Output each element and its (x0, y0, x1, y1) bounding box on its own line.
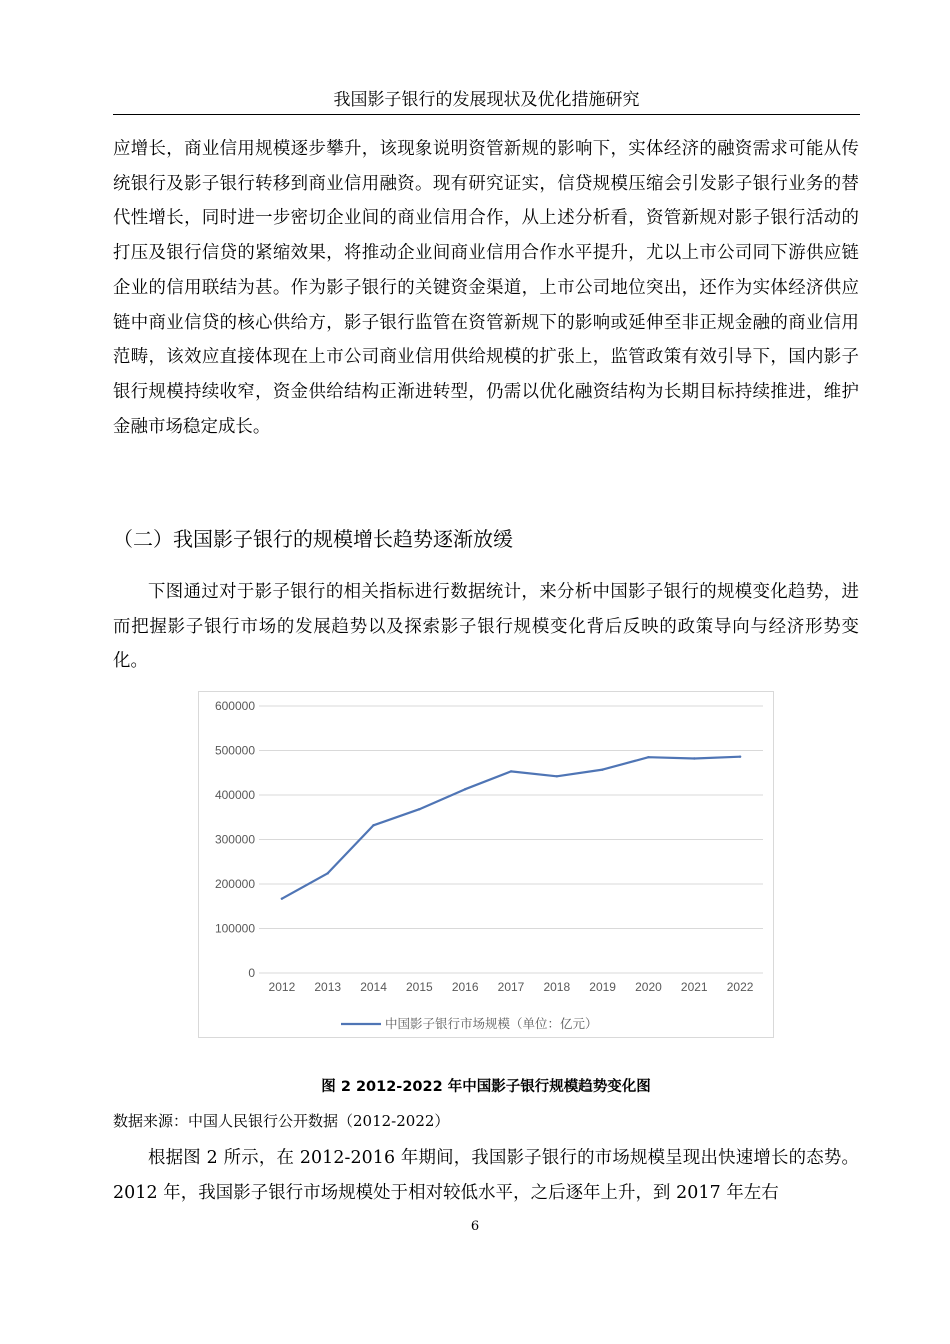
legend-label: 中国影子银行市场规模（单位：亿元） (385, 1017, 598, 1031)
x-tick-label-2021: 2021 (680, 980, 708, 994)
data-point-2019 (601, 768, 603, 770)
series-line-0 (282, 757, 740, 899)
x-tick-label-2015: 2015 (406, 980, 433, 994)
data-point-2015 (418, 808, 420, 810)
y-tick-label-0: 0 (248, 966, 255, 980)
x-tick-label-2017: 2017 (497, 980, 525, 994)
x-tick-label-2022: 2022 (726, 980, 754, 994)
x-tick-label-2019: 2019 (589, 980, 616, 994)
y-tick-label-200000: 200000 (214, 877, 255, 891)
y-tick-label-300000: 300000 (214, 832, 255, 847)
x-tick-label-2016: 2016 (451, 980, 479, 994)
line-chart (198, 691, 774, 1038)
header-rule (113, 114, 860, 115)
y-tick-label-600000: 600000 (214, 699, 255, 713)
body-paragraph-1: 应增长，商业信用规模逐步攀升，该现象说明资管新规的影响下，实体经济的融资需求可能从传统银行及影子银行转移到商业信用融资。现有研究证实，信贷规模压缩会引发影子银行业务的替代性增长，同时进一步密切企业间的商业信用合作，从上述分析看，资管新规对影子银行活动的打压及银行信贷的紧缩效果，将推动企业间商业信用合作水平提升，尤以上市公司同下游供应链企业的信用联结为甚。作为影子银行的关键资金渠道，上市公司地位突出，还作为实体经济供应链中商业信贷的核心供给方，影子银行监管在资管新规下的影响或延伸至非正规金融的商业信用范畴，该效应直接体现在上市公司商业信用供给规模的扩张上，监管政策有效引导下，国内影子银行规模持续收窄，资金供给结构正渐进转型，仍需以优化融资结构为长期目标持续推进，维护金融市场稳定成长。 (113, 139, 859, 437)
data-point-2017 (510, 770, 512, 772)
x-tick-label-2020: 2020 (635, 980, 662, 994)
body-paragraph-3: 根据图 2 所示，在 2012-2016 年期间，我国影子银行的市场规模呈现出快速增长的态势。2012 年，我国影子银行市场规模处于相对较低水平，之后逐年上升，到 2017 年左右 (113, 1148, 859, 1203)
section-heading: （二）我国影子银行的规模增长趋势逐渐放缓 (113, 527, 513, 551)
data-point-2013 (327, 872, 329, 874)
chart-canvas (199, 692, 775, 1039)
y-tick-label-500000: 500000 (214, 743, 255, 758)
data-point-2020 (647, 756, 649, 758)
data-point-2021 (693, 757, 695, 759)
running-header: 我国影子银行的发展现状及优化措施研究 (333, 90, 640, 110)
data-point-2016 (464, 788, 466, 790)
x-tick-label-2018: 2018 (543, 980, 571, 994)
figure-caption: 图 2 2012-2022 年中国影子银行规模趋势变化图 (321, 1079, 651, 1095)
data-point-2018 (556, 775, 558, 777)
y-tick-label-400000: 400000 (214, 788, 255, 802)
y-tick-label-100000: 100000 (214, 921, 255, 936)
body-paragraph-2: 下图通过对于影子银行的相关指标进行数据统计，来分析中国影子银行的规模变化趋势，进而把握影子银行市场的发展趋势以及探索影子银行规模变化背后反映的政策导向与经济形势变化。 (113, 582, 859, 672)
x-tick-label-2014: 2014 (360, 980, 387, 994)
data-point-2012 (281, 897, 283, 899)
data-source-note: 数据来源：中国人民银行公开数据（2012-2022） (113, 1112, 450, 1130)
page-number: 6 (470, 1219, 480, 1234)
data-point-2014 (372, 824, 374, 826)
x-tick-label-2012: 2012 (268, 980, 296, 994)
x-tick-label-2013: 2013 (314, 980, 342, 994)
data-point-2022 (739, 756, 741, 758)
